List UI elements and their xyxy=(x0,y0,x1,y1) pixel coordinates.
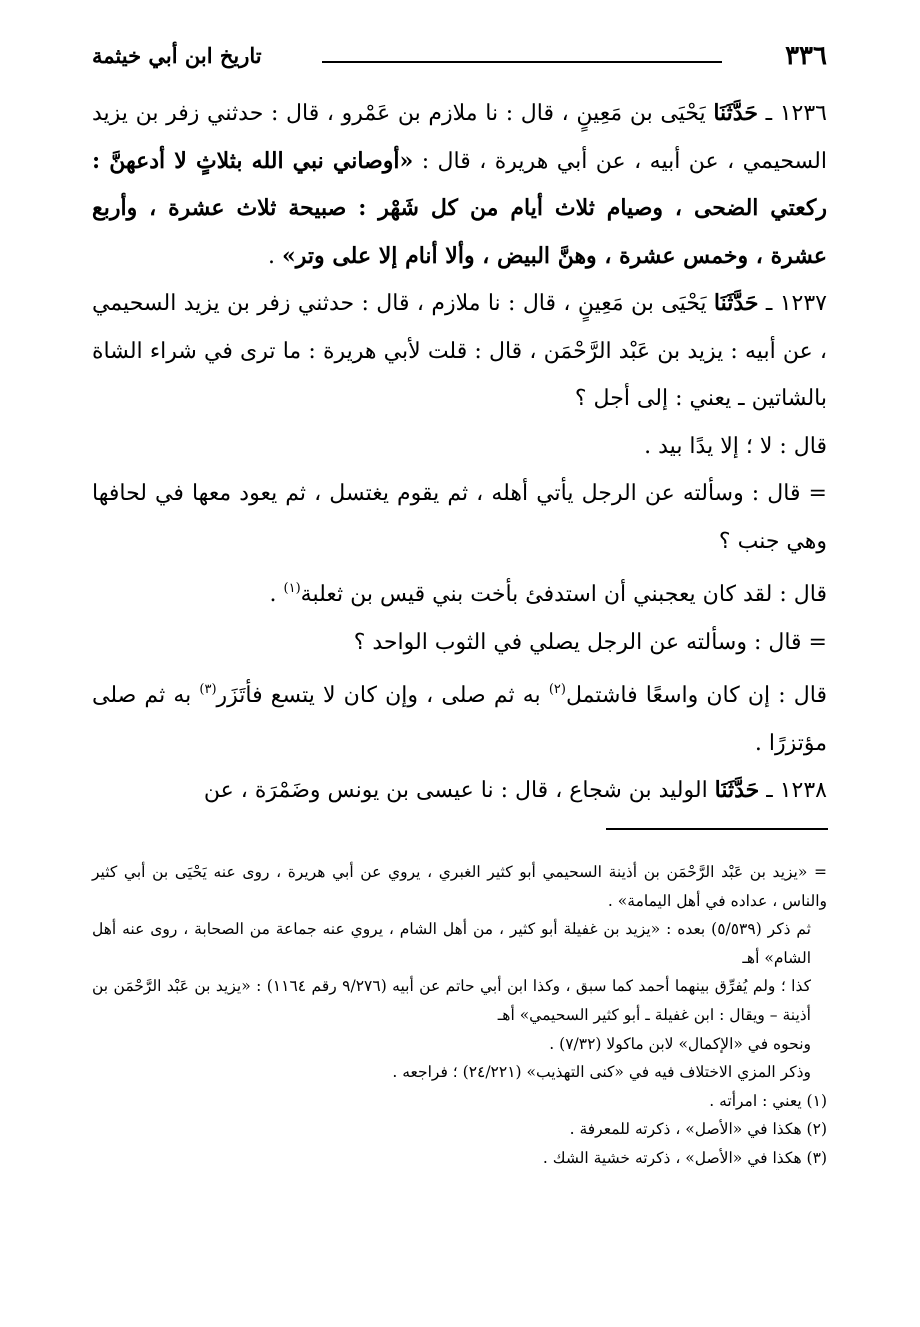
header-rule xyxy=(322,61,722,63)
footnote-continuation: ثم ذكر (٥/٥٣٩) بعده : «يزيد بن غفيلة أبو كثير ، من أهل الشام ، يروي عنه جماعة من الصحابة ، روى عنه أهل الشام» أهـ xyxy=(92,920,811,967)
footnote-3: (٣) هكذا في «الأصل» ، ذكرته خشية الشك . xyxy=(542,1148,827,1167)
hadith-number: ١٢٣٨ ـ xyxy=(759,778,827,803)
footnote-continuation: كذا ؛ ولم يُفرِّق بينهما أحمد كما سبق ، وكذا ابن أبي حاتم عن أبيه (٩/٢٧٦ رقم ١١٦٤) : «يزيد بن عَبْد الرَّحْمَن بن أذينة – ويقال : ابن غفيلة ـ أبو كثير السحيمي» أهـ xyxy=(92,977,811,1024)
footnote-separator xyxy=(606,828,828,830)
main-text xyxy=(92,90,827,815)
answer-text-2: به ثم صلى ، وإن كان لا يتسع فأتَزَر xyxy=(216,683,549,708)
footnote-2: (٢) هكذا في «الأصل» ، ذكرته للمعرفة . xyxy=(569,1120,827,1139)
question-3: = قال : وسألته عن الرجل يصلي في الثوب الواحد ؟ xyxy=(353,629,827,655)
answer-3 xyxy=(92,666,827,767)
footnote-continuation: = «يزيد بن عَبْد الرَّحْمَن بن أذينة السحيمي أبو كثير الغبري ، يروي عن أبي هريرة ، روى عنه يَحْيَى بن أبي كثير والناس ، عداده في أهل اليمامة» . xyxy=(92,863,827,910)
hadith-1236 xyxy=(92,90,827,280)
footnote-ref-1: (١) xyxy=(283,581,301,596)
footnote-ref-3: (٣) xyxy=(199,682,217,697)
haddathana: حَدَّثَنَا xyxy=(713,100,758,126)
haddathana: حَدَّثَنَا xyxy=(714,777,760,803)
footnote-continuation: وذكر المزي الاختلاف فيه في «كنى التهذيب» (٢٤/٢٢١) ؛ فراجعه . xyxy=(392,1063,811,1082)
answer-text: قال : لقد كان يعجبني أن استدفئ بأخت بني قيس بن ثعلبة xyxy=(300,582,827,607)
haddathana: حَدَّثَنَا xyxy=(713,290,759,316)
footnote-1: (١) يعني : امرأته . xyxy=(709,1091,827,1110)
footnote-ref-2: (٢) xyxy=(548,682,566,697)
answer-end: . xyxy=(269,582,284,607)
answer-2 xyxy=(92,565,827,619)
page-number: ٣٣٦ xyxy=(785,41,827,71)
answer-text-3: به ثم صلى مؤتزرًا . xyxy=(92,683,827,756)
hadith-1238 xyxy=(92,767,827,815)
answer-1: قال : لا ؛ إلا يدًا بيد . xyxy=(644,433,827,459)
hadith-number: ١٢٣٦ ـ xyxy=(757,101,827,126)
hadith-number: ١٢٣٧ ـ xyxy=(758,291,827,316)
matn: «أوصاني نبي الله بثلاثٍ لا أدعهنَّ : ركعتي الضحى ، وصيام ثلاث أيام من كل شَهْر : صبيحة ثلاث عشرة ، وأربع عشرة ، وخمس عشرة ، وهنَّ البيض ، وألا أنام إلا على وتر» xyxy=(92,147,827,269)
running-title: تاريخ ابن أبي خيثمة xyxy=(92,43,262,68)
footnote-continuation: ونحوه في «الإكمال» لابن ماكولا (٧/٣٢) . xyxy=(549,1034,811,1053)
isnad: يَحْيَى بن مَعِينٍ ، قال : نا ملازم بن عَمْرو ، قال : حدثني زفر بن يزيد السحيمي ، عن أبيه ، عن أبي هريرة ، قال : xyxy=(92,101,827,174)
hadith-text: الوليد بن شجاع ، قال : نا عيسى بن يونس وضَمْرَة ، عن xyxy=(203,778,715,803)
question-2: = قال : وسألته عن الرجل يأتي أهله ، ثم يقوم يغتسل ، ثم يعود معها في لحافها وهي جنب ؟ xyxy=(92,481,827,554)
page-header xyxy=(92,36,827,76)
answer-text-1: قال : إن كان واسعًا فاشتمل xyxy=(565,683,828,708)
hadith-text: يَحْيَى بن مَعِينٍ ، قال : نا ملازم ، قال : حدثني زفر بن يزيد السحيمي ، عن أبيه : يزيد بن عَبْد الرَّحْمَن ، قال : قلت لأبي هريرة : ما ترى في شراء الشاة بالشاتين ـ يعني : إلى أجل ؟ xyxy=(92,291,827,411)
hadith-end: . xyxy=(268,243,283,269)
hadith-1237 xyxy=(92,280,827,423)
footnotes xyxy=(92,858,827,1173)
